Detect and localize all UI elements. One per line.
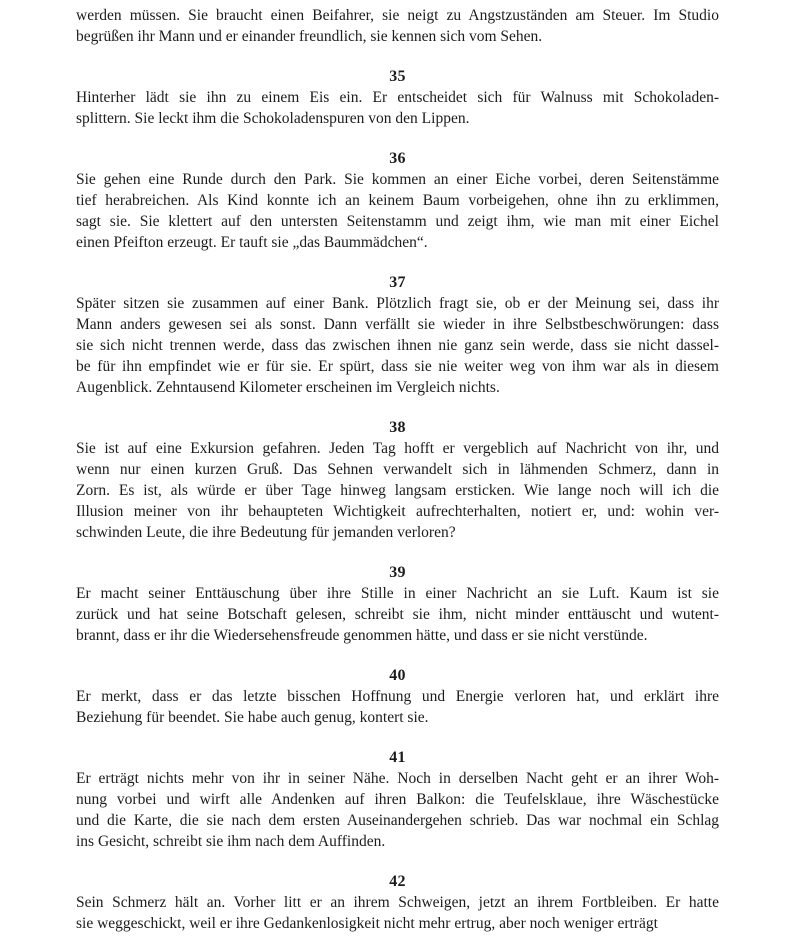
text-section bbox=[76, 148, 719, 253]
section-number: 39 bbox=[389, 564, 406, 581]
text-line: begrüßen ihr Mann und er einander freundlich, sie kennen sich vom Sehen. bbox=[76, 28, 543, 45]
text-line: ins Gesicht, schreibt sie ihm nach dem Auffinden. bbox=[76, 833, 386, 850]
sections-container bbox=[76, 5, 719, 934]
text-line: Mann anders gewesen sei als sonst. Dann verfällt sie wieder in ihre Selbstbeschwörungen: dass bbox=[76, 316, 719, 333]
text-line: tief herabreichen. Als Kind konnte ich an keinem Baum vorbeigehen, ohne ihn zu erklimmen, bbox=[76, 192, 719, 209]
text-line: werden müssen. Sie braucht einen Beifahrer, sie neigt zu Angstzuständen am Steuer. Im Studio bbox=[76, 7, 719, 24]
text-line: Er erträgt nichts mehr von ihr in seiner Nähe. Noch in derselben Nacht geht er an ihrer Woh- bbox=[76, 770, 719, 787]
text-line: Er macht seiner Enttäuschung über ihre Stille in einer Nachricht an sie Luft. Kaum ist sie bbox=[76, 585, 719, 602]
text-line: einen Pfeifton erzeugt. Er tauft sie „das Baummädchen“. bbox=[76, 234, 428, 251]
paragraph bbox=[76, 892, 719, 934]
text-line: Hinterher lädt sie ihn zu einem Eis ein. Er entscheidet sich für Walnuss mit Schokoladen- bbox=[76, 89, 719, 106]
paragraph bbox=[76, 768, 719, 852]
section-number: 42 bbox=[389, 873, 406, 890]
text-line: wenn nur einen kurzen Gruß. Das Sehnen verwandelt sich in lähmenden Schmerz, dann in bbox=[76, 461, 719, 478]
text-line: und die Karte, die sie nach dem ersten Auseinandergehen schrieb. Das war nochmal ein Schlag bbox=[76, 812, 719, 829]
section-number: 36 bbox=[389, 150, 406, 167]
text-line: nung vorbei und wirft alle Andenken auf ihren Balkon: die Teufelsklaue, ihre Wäschestücke bbox=[76, 791, 719, 808]
paragraph bbox=[76, 438, 719, 543]
paragraph bbox=[76, 293, 719, 398]
text-line: Sein Schmerz hält an. Vorher litt er an ihrem Schweigen, jetzt an ihrem Fortbleiben. Er hatte bbox=[76, 894, 719, 911]
text-line: Zorn. Es ist, als würde er über Tage hinweg langsam ersticken. Wie lange noch will ich die bbox=[76, 482, 719, 499]
text-line: Später sitzen sie zusammen auf einer Bank. Plötzlich fragt sie, ob er der Meinung sei, dass ihr bbox=[76, 295, 719, 312]
text-line: Augenblick. Zehntausend Kilometer erscheinen im Vergleich nichts. bbox=[76, 379, 500, 396]
paragraph bbox=[76, 169, 719, 253]
text-line: splittern. Sie leckt ihm die Schokoladenspuren von den Lippen. bbox=[76, 110, 470, 127]
paragraph bbox=[76, 87, 719, 129]
text-line: brannt, dass er ihr die Wiedersehensfreude genommen hätte, und dass er sie nicht verstünde. bbox=[76, 627, 648, 644]
text-line: Sie ist auf eine Exkursion gefahren. Jeden Tag hofft er vergeblich auf Nachricht von ihr, und bbox=[76, 440, 719, 457]
section-number: 37 bbox=[389, 274, 406, 291]
section-number: 40 bbox=[389, 667, 406, 684]
text-line: sagt sie. Sie klettert auf den untersten Seitenstamm und zeigt ihm, wie man mit einer Eichel bbox=[76, 213, 719, 230]
paragraph bbox=[76, 583, 719, 646]
text-section bbox=[76, 747, 719, 852]
text-section bbox=[76, 562, 719, 646]
section-number: 35 bbox=[389, 68, 406, 85]
text-section bbox=[76, 665, 719, 728]
text-section bbox=[76, 5, 719, 47]
paragraph bbox=[76, 5, 719, 47]
text-line: Sie gehen eine Runde durch den Park. Sie kommen an einer Eiche vorbei, deren Seitenstämme bbox=[76, 171, 719, 188]
text-section bbox=[76, 417, 719, 543]
text-line: zurück und hat seine Botschaft gelesen, schreibt sie ihm, nicht minder enttäuscht und wutent- bbox=[76, 606, 719, 623]
text-section bbox=[76, 871, 719, 934]
text-line: sie sich nicht trennen werde, dass das zwischen ihnen nie ganz sein werde, dass sie nicht dassel- bbox=[76, 337, 719, 354]
text-line: schwinden Leute, die ihre Bedeutung für jemanden verloren? bbox=[76, 524, 456, 541]
text-section bbox=[76, 272, 719, 398]
text-line: sie weggeschickt, weil er ihre Gedankenlosigkeit nicht mehr ertrug, aber noch weniger erträgt bbox=[76, 915, 658, 932]
section-number: 41 bbox=[389, 749, 406, 766]
text-line: be für ihn empfindet wie er für sie. Er spürt, dass sie nie weiter weg von ihm war als in diesem bbox=[76, 358, 719, 375]
text-line: Beziehung für beendet. Sie habe auch genug, kontert sie. bbox=[76, 709, 429, 726]
paragraph bbox=[76, 686, 719, 728]
text-line: Er merkt, dass er das letzte bisschen Hoffnung und Energie verloren hat, und erklärt ihre bbox=[76, 688, 719, 705]
text-line: Illusion meiner von ihr behaupteten Wichtigkeit aufrechterhalten, notiert er, und: wohin ver- bbox=[76, 503, 719, 520]
section-number: 38 bbox=[389, 419, 406, 436]
text-section bbox=[76, 66, 719, 129]
